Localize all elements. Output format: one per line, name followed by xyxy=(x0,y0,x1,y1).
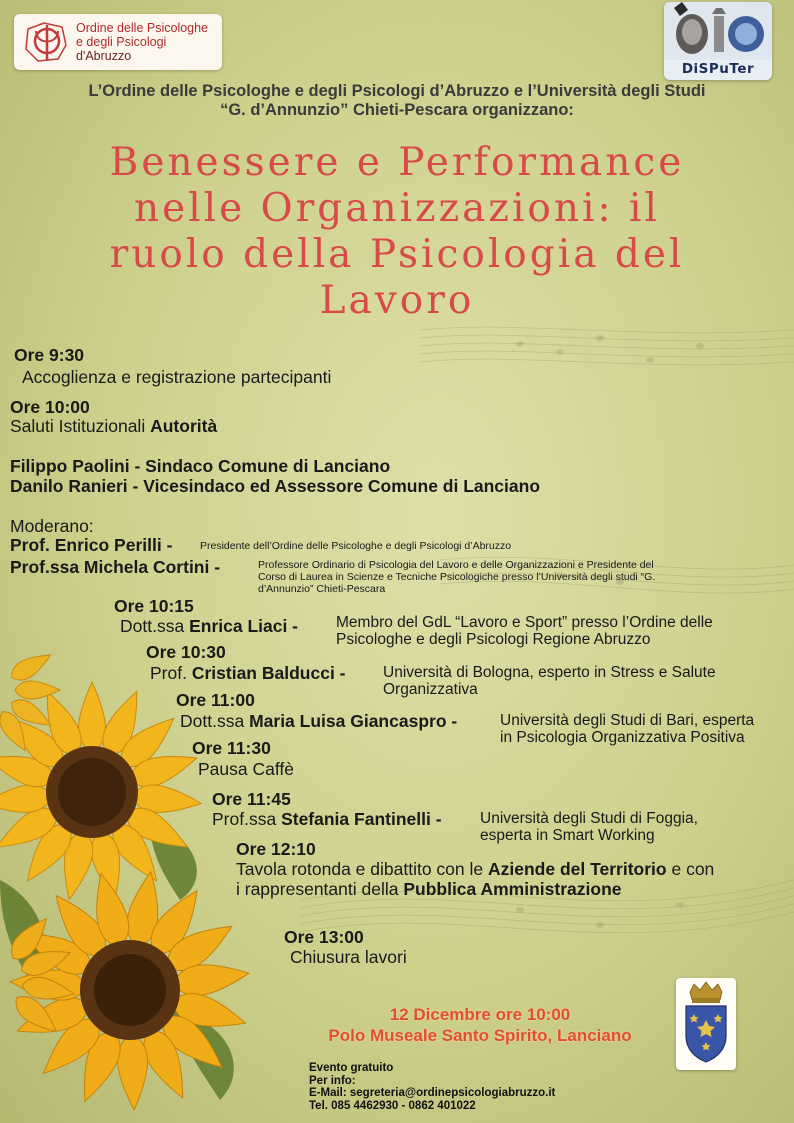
speaker-giancaspro-desc xyxy=(500,712,754,746)
intro-line1: L’Ordine delle Psicologhe e degli Psicologi d’Abruzzo e l’Università degli Studi xyxy=(88,82,706,100)
moderator-cortini-name: Prof.ssa Michela Cortini - xyxy=(10,557,221,577)
title-line1: Benessere e Performance xyxy=(109,140,685,185)
session-time-1145: Ore 11:45 xyxy=(212,789,291,809)
round-table-companies: Aziende del Territorio xyxy=(488,859,667,879)
closing-text: Chiusura lavori xyxy=(290,947,407,967)
liaci-desc-line2: Psicologhe e degli Psicologi Regione Abruzzo xyxy=(336,631,651,648)
intro-line2: “G. d’Annunzio” Chieti-Pescara organizzano: xyxy=(220,101,574,119)
balducci-desc-line2: Organizzativa xyxy=(383,681,478,698)
liaci-desc-line1: Membro del GdL “Lavoro e Sport” presso l’Ordine delle xyxy=(336,614,713,631)
speaker-giancaspro-title: Dott.ssa xyxy=(180,711,245,731)
fantinelli-desc-line1: Università degli Studi di Foggia, xyxy=(480,810,698,827)
cortini-role-line1: Professore Ordinario di Psicologia del Lavoro e delle Organizzazioni e Presidente del xyxy=(258,559,654,571)
dept-logo xyxy=(664,2,772,80)
free-event-label: Evento gratuito xyxy=(309,1062,394,1074)
giancaspro-desc-line1: Università degli Studi di Bari, esperta xyxy=(500,712,755,729)
event-date: 12 Dicembre ore 10:00 xyxy=(389,1005,571,1024)
speaker-fantinelli xyxy=(212,809,442,829)
title-line3: ruolo della Psicologia del xyxy=(109,232,685,277)
speaker-balducci-name: Cristian Balducci - xyxy=(191,663,346,683)
round-table-text-c: e con xyxy=(671,859,715,879)
speaker-liaci-title: Dott.ssa xyxy=(120,616,185,636)
contact-email: E-Mail: segreteria@ordinepsicologiabruzzo.it xyxy=(309,1087,556,1099)
speaker-giancaspro-name: Maria Luisa Giancaspro - xyxy=(249,711,458,731)
contact-info xyxy=(309,1062,555,1112)
speaker-fantinelli-title: Prof.ssa xyxy=(212,809,277,829)
moderator-perilli-name: Prof. Enrico Perilli - xyxy=(10,535,173,555)
event-venue: Polo Museale Santo Spirito, Lanciano xyxy=(328,1026,632,1045)
speaker-giancaspro xyxy=(180,711,457,731)
psi-emblem-icon xyxy=(22,19,72,65)
round-table-line1 xyxy=(236,859,714,879)
coffee-break: Pausa Caffè xyxy=(198,759,294,779)
round-table-line2 xyxy=(236,879,622,899)
session-time-1210: Ore 12:10 xyxy=(236,839,316,859)
org-logo-line2: e degli Psicologi xyxy=(76,35,167,49)
speaker-balducci-desc xyxy=(383,664,716,698)
giancaspro-desc-line2: in Psicologia Organizzativa Positiva xyxy=(500,729,745,746)
session-text-930: Accoglienza e registrazione partecipanti xyxy=(22,367,332,387)
title-line4: Lavoro xyxy=(319,278,475,323)
intro-text xyxy=(0,82,794,120)
moderator-perilli-role: Presidente dell’Ordine delle Psicologhe e degli Psicologi d’Abruzzo xyxy=(200,540,512,552)
org-logo-line3: d'Abruzzo xyxy=(76,49,132,63)
session-time-1015: Ore 10:15 xyxy=(114,596,194,616)
cortini-role-line2: Corso di Laurea in Scienze e Tecniche Psicologiche presso l’Università degli studi “G. xyxy=(258,571,656,583)
session-time-930: Ore 9:30 xyxy=(14,345,85,365)
cortini-role-line3: d’Annunzio” Chieti-Pescara xyxy=(258,583,386,595)
session-time-1130: Ore 11:30 xyxy=(192,738,271,758)
greetings-label: Saluti Istituzionali xyxy=(10,416,146,436)
authorities-label: Autorità xyxy=(150,416,218,436)
moderator-cortini-role xyxy=(258,559,655,595)
speaker-balducci xyxy=(150,663,346,683)
round-table-public-admin: Pubblica Amministrazione xyxy=(403,879,622,899)
session-time-1100: Ore 11:00 xyxy=(176,690,255,710)
org-logo xyxy=(14,14,222,70)
moderators-label: Moderano: xyxy=(10,516,94,536)
coat-of-arms-icon xyxy=(676,978,736,1070)
speaker-fantinelli-desc xyxy=(480,810,698,844)
dept-logo-label: DiSPuTer xyxy=(681,61,755,77)
org-logo-line1: Ordine delle Psicologhe xyxy=(76,21,209,35)
session-time-1300: Ore 13:00 xyxy=(284,927,364,947)
guest-ranieri: Danilo Ranieri - Vicesindaco ed Assessore Comune di Lanciano xyxy=(10,476,541,496)
round-table-text-a: Tavola rotonda e dibattito con le xyxy=(236,859,484,879)
speaker-liaci-desc xyxy=(336,614,713,648)
session-time-1000: Ore 10:00 xyxy=(10,397,90,417)
title-line2: nelle Organizzazioni: il xyxy=(134,186,660,231)
guest-paolini: Filippo Paolini - Sindaco Comune di Lanciano xyxy=(10,456,391,476)
speaker-fantinelli-name: Stefania Fantinelli - xyxy=(281,809,442,829)
round-table-text-d: i rappresentanti della xyxy=(236,879,399,899)
city-crest xyxy=(676,978,736,1070)
fantinelli-desc-line2: esperta in Smart Working xyxy=(480,827,655,844)
balducci-desc-line1: Università di Bologna, esperto in Stress e Salute xyxy=(383,664,716,681)
session-text-1000 xyxy=(10,416,217,436)
info-label: Per info: xyxy=(309,1074,356,1087)
faces-emblem-icon xyxy=(664,2,772,60)
session-time-1030: Ore 10:30 xyxy=(146,642,226,662)
event-title xyxy=(20,140,774,324)
speaker-balducci-title: Prof. xyxy=(150,663,187,683)
speaker-liaci xyxy=(120,616,298,636)
speaker-liaci-name: Enrica Liaci - xyxy=(189,616,299,636)
contact-phone: Tel. 085 4462930 - 0862 401022 xyxy=(309,1099,476,1112)
